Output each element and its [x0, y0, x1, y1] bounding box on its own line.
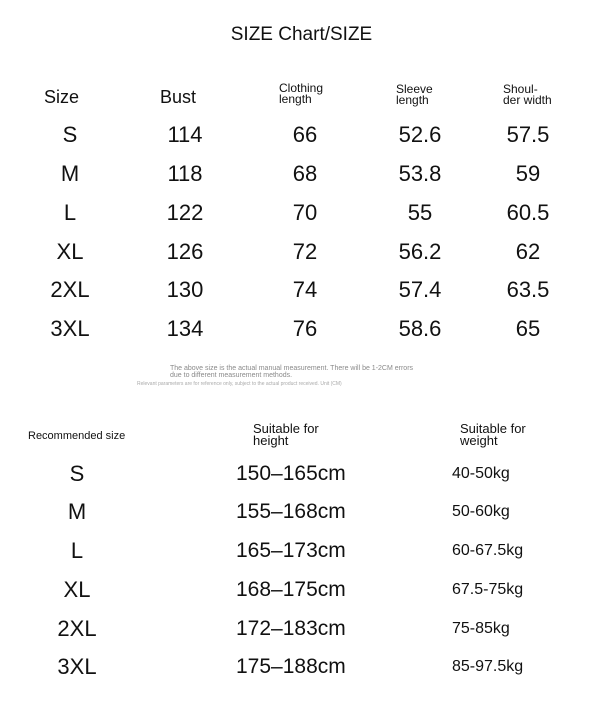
- cell-sleeve-length: 56.2: [398, 239, 442, 264]
- cell-size: L: [70, 538, 84, 563]
- cell-sleeve-length: 53.8: [398, 161, 442, 186]
- cell-bust: 114: [167, 122, 203, 147]
- cell-bust: 134: [166, 316, 204, 341]
- header-size: Size: [44, 87, 80, 107]
- header-shoulder-width: Shoul- der width: [503, 82, 552, 107]
- cell-bust: 122: [166, 200, 204, 225]
- page-title: SIZE Chart/SIZE: [230, 24, 373, 45]
- table-row: [0, 117, 603, 153]
- cell-weight: 75-85kg: [452, 620, 510, 637]
- table-row: [0, 610, 603, 648]
- cell-clothing-length: 76: [292, 316, 318, 341]
- cell-size: M: [60, 161, 80, 186]
- cell-clothing-length: 72: [292, 239, 318, 264]
- table-row: [0, 571, 603, 609]
- cell-height: 172–183cm: [236, 617, 346, 640]
- header-suitable-weight: Suitable for weight: [460, 421, 526, 448]
- cell-clothing-length: 70: [292, 200, 318, 225]
- cell-shoulder-width: 60.5: [506, 200, 550, 225]
- header-suitable-height: Suitable for height: [253, 421, 319, 448]
- cell-size: XL: [56, 239, 84, 264]
- cell-sleeve-length: 52.6: [398, 122, 442, 147]
- cell-clothing-length: 74: [292, 277, 318, 302]
- header-recommended-size: Recommended size: [28, 430, 126, 442]
- table-row: [0, 311, 603, 347]
- cell-height: 155–168cm: [236, 500, 346, 523]
- cell-shoulder-width: 62: [515, 239, 541, 264]
- cell-bust: 126: [166, 239, 204, 264]
- table-row: [0, 532, 603, 570]
- cell-bust: 118: [167, 161, 203, 186]
- table-row: [0, 195, 603, 231]
- cell-size: 3XL: [57, 654, 97, 679]
- cell-height: 168–175cm: [236, 578, 346, 601]
- cell-sleeve-length: 57.4: [398, 277, 442, 302]
- cell-clothing-length: 66: [292, 122, 318, 147]
- cell-shoulder-width: 59: [515, 161, 541, 186]
- cell-weight: 85-97.5kg: [452, 658, 524, 675]
- cell-sleeve-length: 55: [407, 200, 433, 225]
- cell-sleeve-length: 58.6: [398, 316, 442, 341]
- table-row: [0, 493, 603, 531]
- cell-size: L: [63, 200, 77, 225]
- cell-weight: 50-60kg: [452, 503, 510, 520]
- cell-height: 175–188cm: [236, 655, 346, 678]
- cell-size: S: [69, 461, 85, 486]
- header-clothing-length: Clothing length: [279, 81, 324, 106]
- table-row: [0, 156, 603, 192]
- cell-size: 2XL: [50, 277, 90, 302]
- table-row: [0, 455, 603, 493]
- cell-bust: 130: [166, 277, 204, 302]
- cell-weight: 40-50kg: [452, 465, 510, 482]
- cell-size: M: [67, 499, 87, 524]
- cell-clothing-length: 68: [292, 161, 318, 186]
- note-line-3: Relevant parameters are for reference only, subject to the actual product received. Unit (CM): [137, 381, 342, 387]
- cell-size: S: [62, 122, 78, 147]
- header-bust: Bust: [160, 87, 197, 107]
- cell-weight: 60-67.5kg: [452, 542, 524, 559]
- cell-size: XL: [63, 577, 91, 602]
- cell-shoulder-width: 65: [515, 316, 541, 341]
- note-line-2: due to different measurement methods.: [170, 372, 293, 379]
- cell-weight: 67.5-75kg: [452, 581, 524, 598]
- table-row: [0, 272, 603, 308]
- table-row: [0, 648, 603, 686]
- cell-shoulder-width: 57.5: [506, 122, 550, 147]
- cell-height: 150–165cm: [236, 462, 346, 485]
- cell-height: 165–173cm: [236, 539, 346, 562]
- header-sleeve-length: Sleeve length: [396, 82, 433, 107]
- cell-shoulder-width: 63.5: [506, 277, 550, 302]
- cell-size: 2XL: [57, 616, 97, 641]
- note-line-1: The above size is the actual manual measurement. There will be 1-2CM errors: [170, 365, 414, 372]
- cell-size: 3XL: [50, 316, 90, 341]
- table-row: [0, 234, 603, 270]
